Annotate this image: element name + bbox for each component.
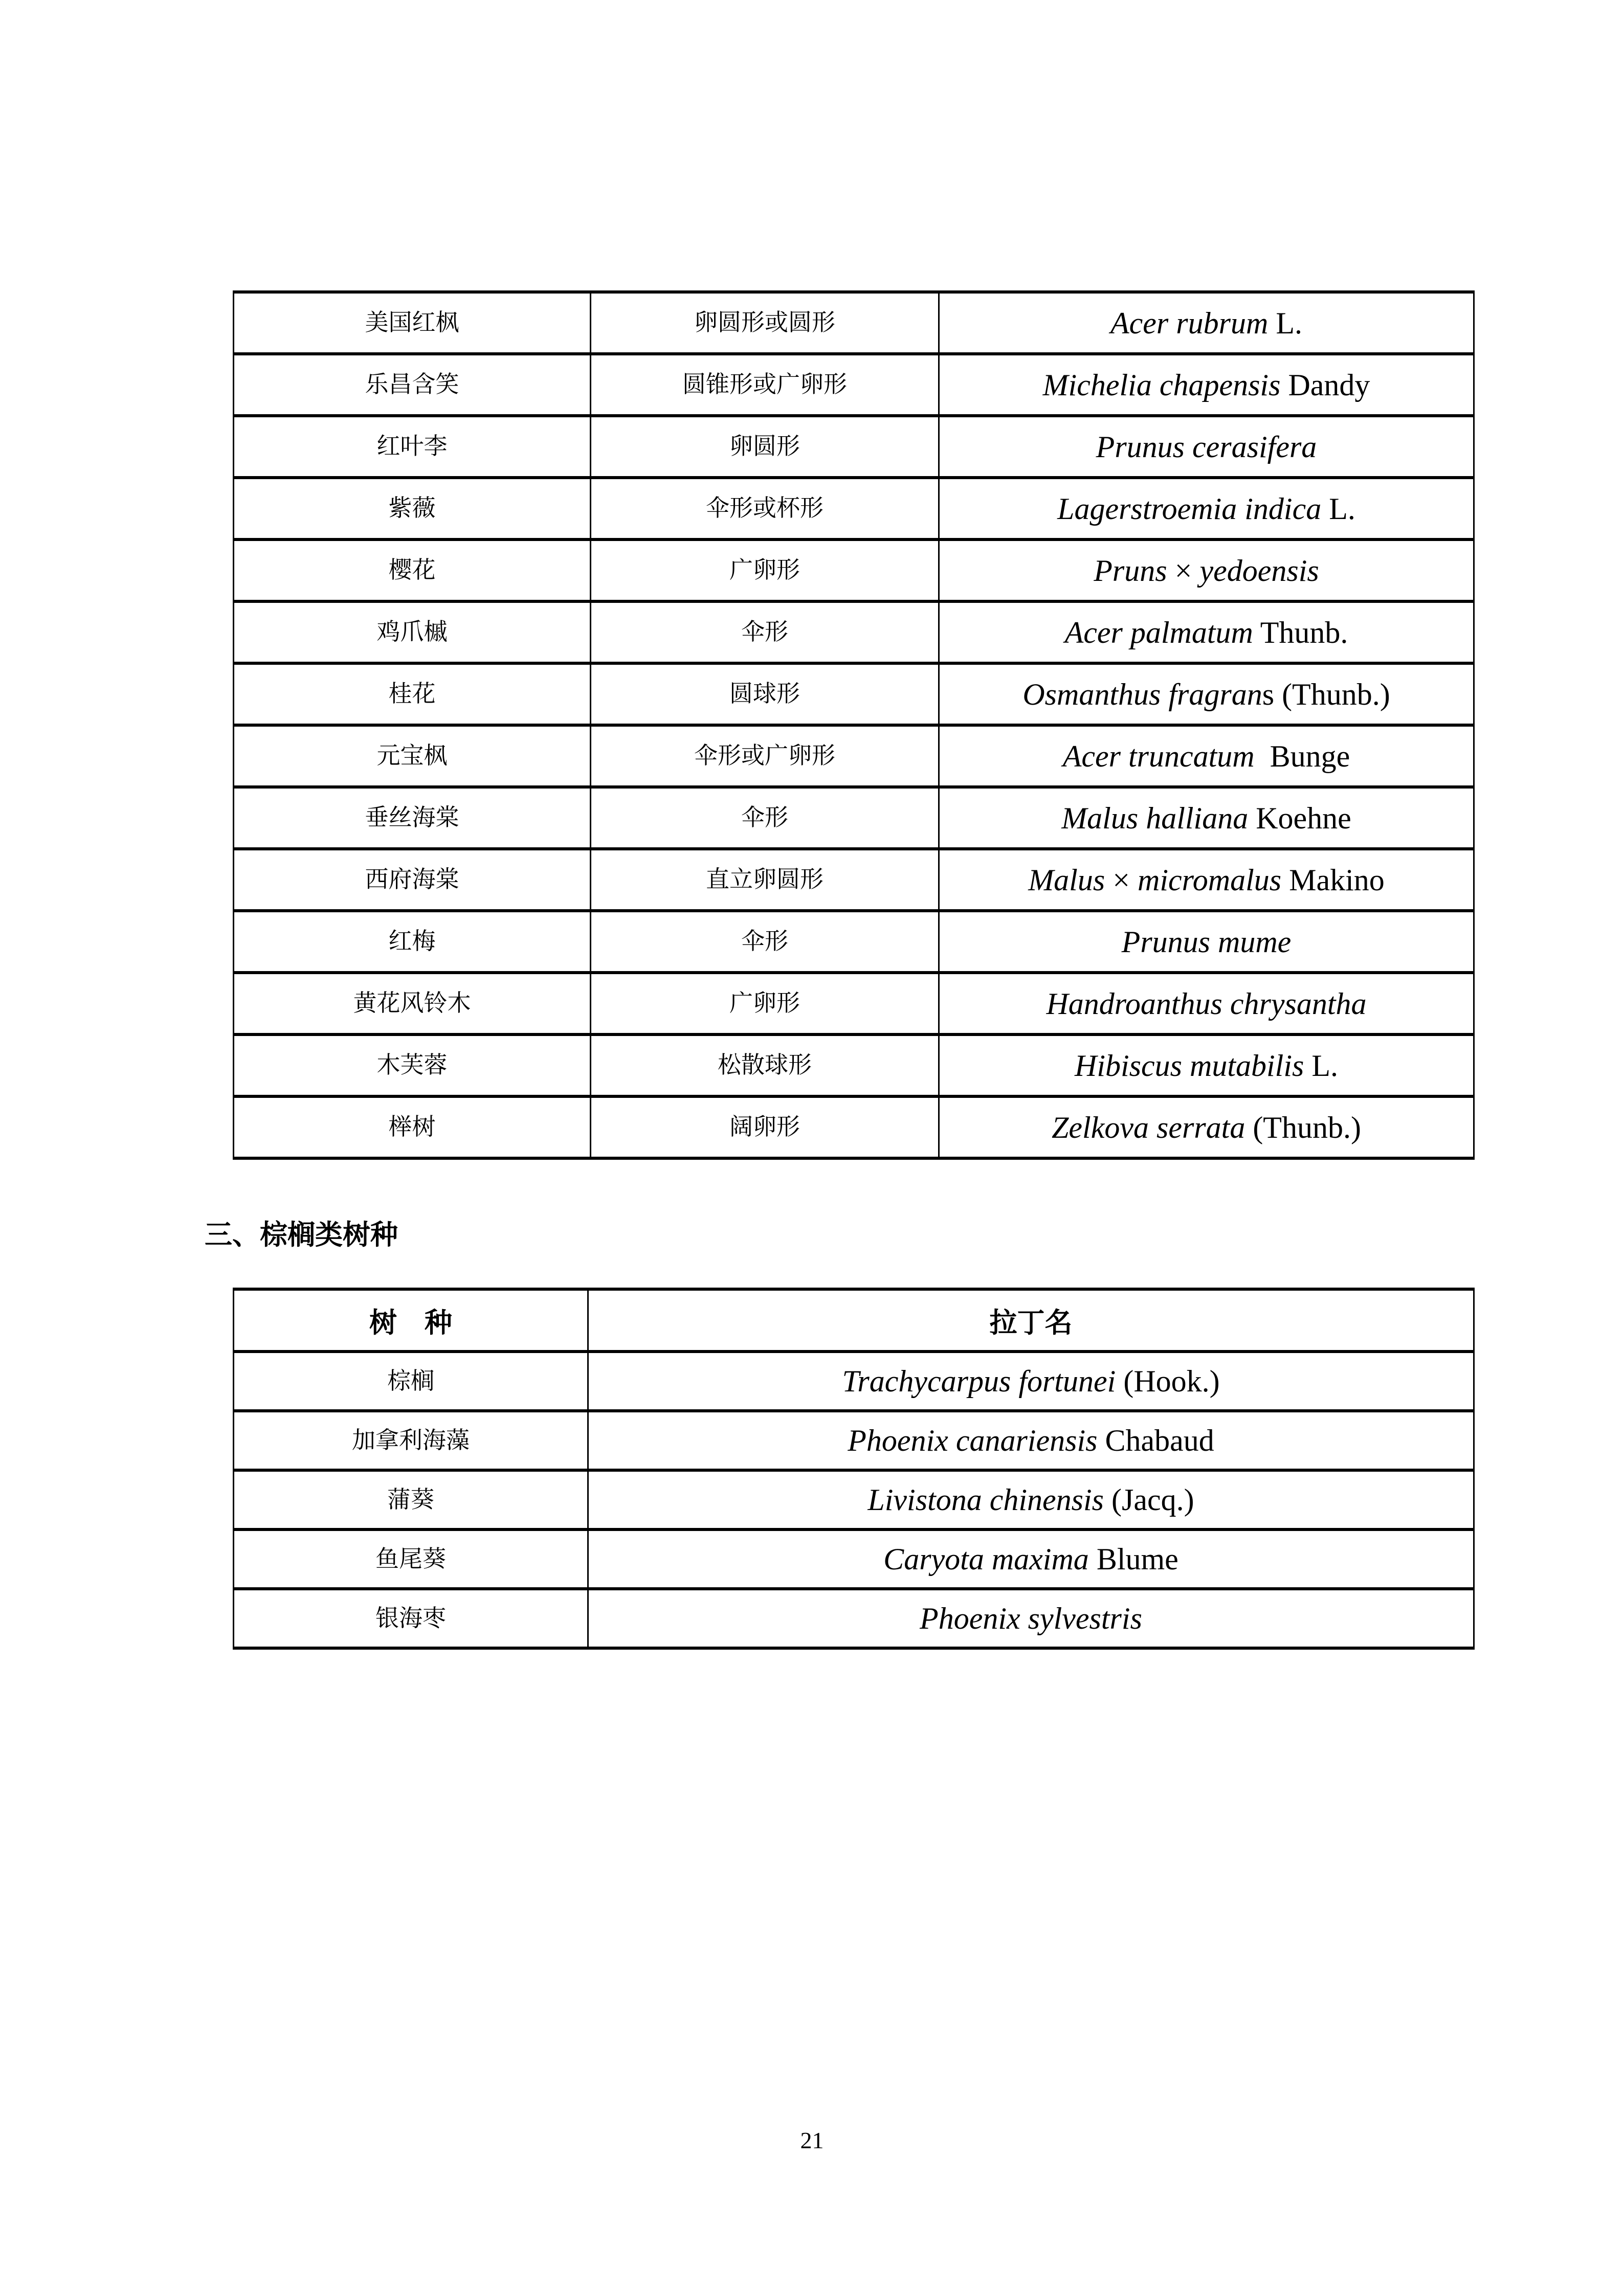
- species-name-cell: 美国红枫: [234, 292, 591, 354]
- latin-author-segment: Koehne: [1248, 801, 1351, 835]
- latin-binomial-segment: yedoensis: [1199, 553, 1319, 588]
- latin-binomial-segment: Prunus mume: [1121, 925, 1292, 959]
- latin-binomial-segment: Caryota maxima: [883, 1542, 1089, 1576]
- latin-author-segment: (Hook.): [1116, 1364, 1220, 1398]
- table-row: [234, 973, 1474, 1034]
- latin-name-cell: [588, 1529, 1474, 1589]
- species-name-cell: 樱花: [234, 539, 591, 601]
- table-row: [234, 478, 1474, 539]
- species-name-cell: 棕榈: [234, 1352, 588, 1411]
- latin-binomial-segment: Trachycarpus fortunei: [842, 1364, 1116, 1398]
- species-name-cell: 黄花风铃木: [234, 973, 591, 1034]
- latin-name-cell: [939, 973, 1474, 1034]
- latin-binomial-segment: Livistona chinensis: [867, 1483, 1104, 1517]
- species-name-cell: 鸡爪槭: [234, 601, 591, 663]
- latin-author-segment: L.: [1321, 491, 1355, 526]
- latin-author-segment: L.: [1304, 1048, 1338, 1083]
- palm-table-header-latin: 拉丁名: [588, 1289, 1474, 1352]
- table-row: [234, 292, 1474, 354]
- latin-author-segment: Dandy: [1280, 368, 1370, 402]
- section-heading: 三、棕榈类树种: [205, 1220, 398, 1250]
- crown-shape-cell: 圆球形: [591, 663, 939, 725]
- table-row: [234, 1529, 1474, 1589]
- latin-name-cell: [939, 354, 1474, 416]
- crown-shape-cell: 松散球形: [591, 1034, 939, 1096]
- latin-author-segment: Thunb.: [1253, 615, 1348, 649]
- latin-name-cell: [939, 911, 1474, 973]
- latin-binomial-segment: Osmanthus fragran: [1022, 677, 1262, 711]
- species-name-cell: 加拿利海藻: [234, 1411, 588, 1470]
- latin-binomial-segment: Hibiscus mutabilis: [1074, 1048, 1304, 1083]
- crown-shape-cell: 阔卵形: [591, 1096, 939, 1158]
- latin-author-segment: (Jacq.): [1104, 1483, 1194, 1517]
- species-name-cell: 紫薇: [234, 478, 591, 539]
- latin-name-cell: [939, 1096, 1474, 1158]
- crown-shape-cell: 伞形: [591, 911, 939, 973]
- latin-name-cell: [939, 787, 1474, 849]
- table-row: [234, 1034, 1474, 1096]
- latin-binomial-segment: Zelkova serrata: [1052, 1110, 1245, 1144]
- latin-name-cell: [939, 849, 1474, 911]
- latin-author-segment: ×: [1167, 553, 1200, 588]
- latin-binomial-segment: Pruns: [1094, 553, 1167, 588]
- latin-binomial-segment: Acer rubrum: [1110, 306, 1269, 340]
- palm-table-header-row: [234, 1289, 1474, 1352]
- table-row: [234, 1096, 1474, 1158]
- latin-name-cell: [939, 725, 1474, 787]
- page-number: 21: [800, 2127, 824, 2153]
- latin-author-segment: Makino: [1281, 863, 1385, 897]
- table-row: [234, 601, 1474, 663]
- latin-binomial-segment: Phoenix canariensis: [848, 1424, 1098, 1457]
- species-name-cell: 垂丝海棠: [234, 787, 591, 849]
- latin-author-segment: Bunge: [1254, 739, 1350, 773]
- species-name-cell: 红梅: [234, 911, 591, 973]
- crown-shape-cell: 卵圆形: [591, 416, 939, 478]
- latin-name-cell: [939, 478, 1474, 539]
- latin-name-cell: [939, 292, 1474, 354]
- table-row: [234, 1470, 1474, 1529]
- latin-binomial-segment: Malus halliana: [1061, 801, 1249, 835]
- latin-name-cell: [939, 416, 1474, 478]
- table-row: [234, 725, 1474, 787]
- latin-binomial-segment: Michelia chapensis: [1042, 368, 1281, 402]
- latin-binomial-segment: Acer palmatum: [1064, 615, 1253, 649]
- crown-shape-cell: 伞形: [591, 787, 939, 849]
- species-name-cell: 西府海棠: [234, 849, 591, 911]
- species-name-cell: 红叶李: [234, 416, 591, 478]
- crown-shape-cell: 圆锥形或广卵形: [591, 354, 939, 416]
- table-row: [234, 1411, 1474, 1470]
- crown-shape-cell: 直立卵圆形: [591, 849, 939, 911]
- latin-author-segment: ×: [1105, 863, 1138, 897]
- latin-author-segment: s (Thunb.): [1262, 677, 1390, 711]
- crown-shape-cell: 伞形: [591, 601, 939, 663]
- crown-shape-cell: 卵圆形或圆形: [591, 292, 939, 354]
- latin-binomial-segment: Handroanthus chrysantha: [1046, 986, 1367, 1021]
- crown-shape-cell: 广卵形: [591, 539, 939, 601]
- latin-binomial-segment: micromalus: [1138, 863, 1282, 897]
- table-row: [234, 354, 1474, 416]
- latin-name-cell: [939, 601, 1474, 663]
- palm-species-table: [233, 1288, 1475, 1650]
- palm-table-header-species: 树 种: [234, 1289, 588, 1352]
- latin-binomial-segment: Prunus cerasifera: [1096, 430, 1317, 464]
- latin-name-cell: [939, 539, 1474, 601]
- latin-binomial-segment: Phoenix sylvestris: [920, 1602, 1142, 1635]
- species-name-cell: 桂花: [234, 663, 591, 725]
- table-row: [234, 911, 1474, 973]
- latin-author-segment: L.: [1268, 306, 1302, 340]
- latin-name-cell: [939, 663, 1474, 725]
- species-name-cell: 榉树: [234, 1096, 591, 1158]
- table-row: [234, 663, 1474, 725]
- latin-name-cell: [939, 1034, 1474, 1096]
- latin-name-cell: [588, 1352, 1474, 1411]
- latin-binomial-segment: Malus: [1028, 863, 1105, 897]
- crown-shape-cell: 伞形或杯形: [591, 478, 939, 539]
- table-row: [234, 416, 1474, 478]
- latin-binomial-segment: Acer truncatum: [1062, 739, 1255, 773]
- species-name-cell: 元宝枫: [234, 725, 591, 787]
- tree-crown-shape-table: [233, 290, 1475, 1160]
- latin-author-segment: Blume: [1088, 1542, 1178, 1576]
- latin-binomial-segment: Lagerstroemia indica: [1057, 491, 1322, 526]
- latin-name-cell: [588, 1411, 1474, 1470]
- table-row: [234, 787, 1474, 849]
- latin-author-segment: (Thunb.): [1245, 1110, 1361, 1144]
- crown-shape-cell: 广卵形: [591, 973, 939, 1034]
- latin-name-cell: [588, 1589, 1474, 1648]
- table-row: [234, 849, 1474, 911]
- species-name-cell: 鱼尾葵: [234, 1529, 588, 1589]
- latin-name-cell: [588, 1470, 1474, 1529]
- latin-author-segment: Chabaud: [1097, 1424, 1214, 1457]
- species-name-cell: 木芙蓉: [234, 1034, 591, 1096]
- table-row: [234, 1352, 1474, 1411]
- crown-shape-cell: 伞形或广卵形: [591, 725, 939, 787]
- species-name-cell: 乐昌含笑: [234, 354, 591, 416]
- table-row: [234, 1589, 1474, 1648]
- species-name-cell: 蒲葵: [234, 1470, 588, 1529]
- species-name-cell: 银海枣: [234, 1589, 588, 1648]
- table-row: [234, 539, 1474, 601]
